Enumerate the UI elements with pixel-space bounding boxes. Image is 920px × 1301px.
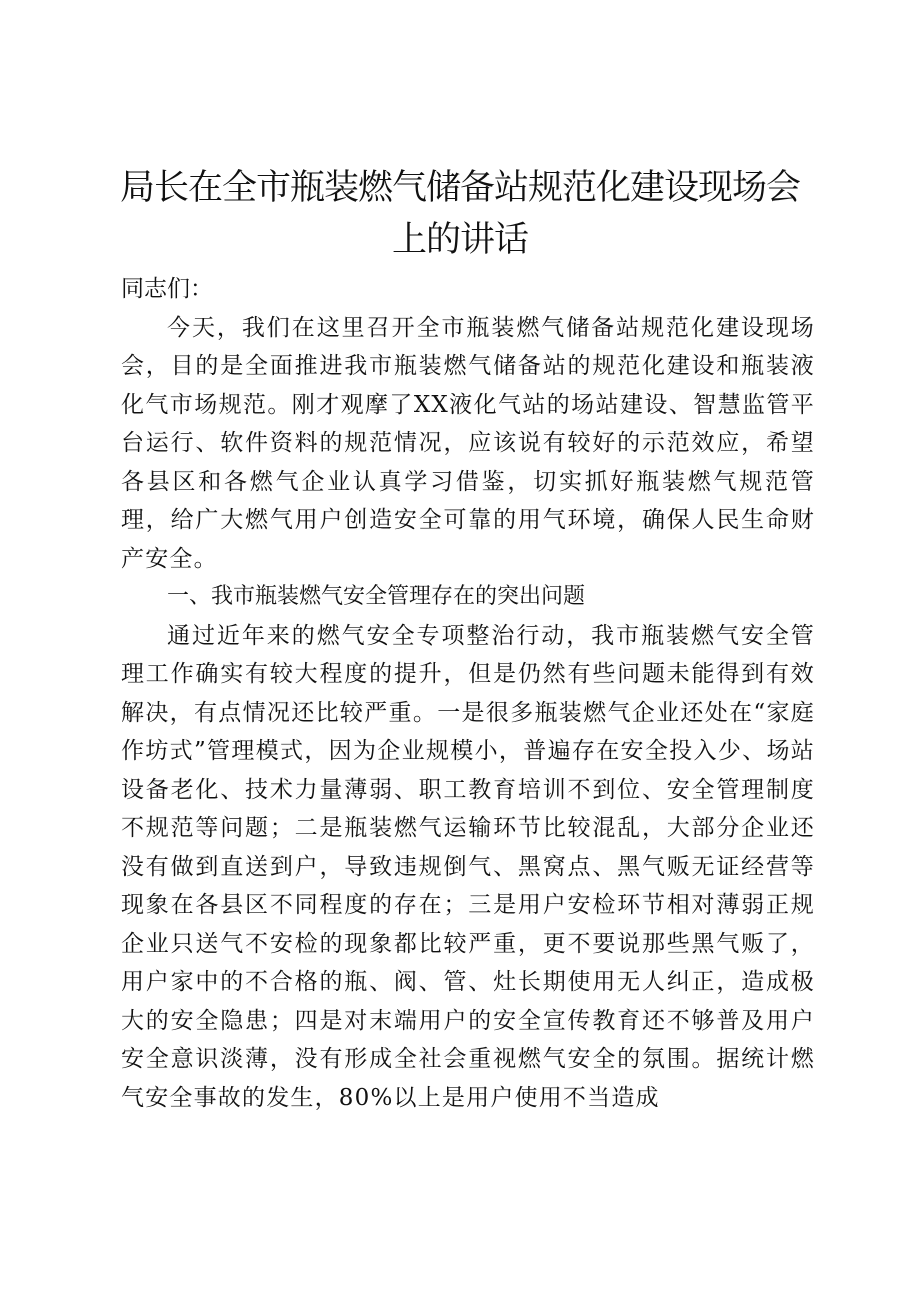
salutation: 同志们： xyxy=(121,276,213,302)
paragraph-intro: 今天，我们在这里召开全市瓶装燃气储备站规范化建设现场会，目的是全面推进我市瓶装燃气储备站的规范化建设和瓶装液化气市场规范。刚才观摩了XX液化气站的场站建设、智慧监管平台运行、软件资料的规范情况，应该说有较好的示范效应，希望各县区和各燃气企业认真学习借鉴，切实抓好瓶装燃气规范管理，给广大燃气用户创造安全可靠的用气环境，确保人民生命财产安全。 xyxy=(121,314,815,572)
document-body xyxy=(121,270,815,1117)
paragraph-problems: 通过近年来的燃气安全专项整治行动，我市瓶装燃气安全管理工作确实有较大程度的提升，但是仍然有些问题未能得到有效解决，有点情况还比较严重。一是很多瓶装燃气企业还处在“家庭作坊式”管理模式，因为企业规模小，普遍存在安全投入少、场站设备老化、技术力量薄弱、职工教育培训不到位、安全管理制度不规范等问题；二是瓶装燃气运输环节比较混乱，大部分企业还没有做到直送到户，导致违规倒气、黑窝点、黑气贩无证经营等现象在各县区不同程度的存在；三是用户安检环节相对薄弱正规企业只送气不安检的现象都比较严重，更不要说那些黑气贩了，用户家中的不合格的瓶、阀、管、灶长期使用无人纠正，造成极大的安全隐患；四是对末端用户的安全宣传教育还不够普及用户安全意识淡薄，没有形成全社会重视燃气安全的氛围。据统计燃气安全事故的发生，80%以上是用户使用不当造成 xyxy=(121,622,815,1111)
section-heading: 一、我市瓶装燃气安全管理存在的突出问题 xyxy=(167,584,586,609)
document-title: 局长在全市瓶装燃气储备站规范化建设现场会上的讲话 xyxy=(119,168,800,260)
